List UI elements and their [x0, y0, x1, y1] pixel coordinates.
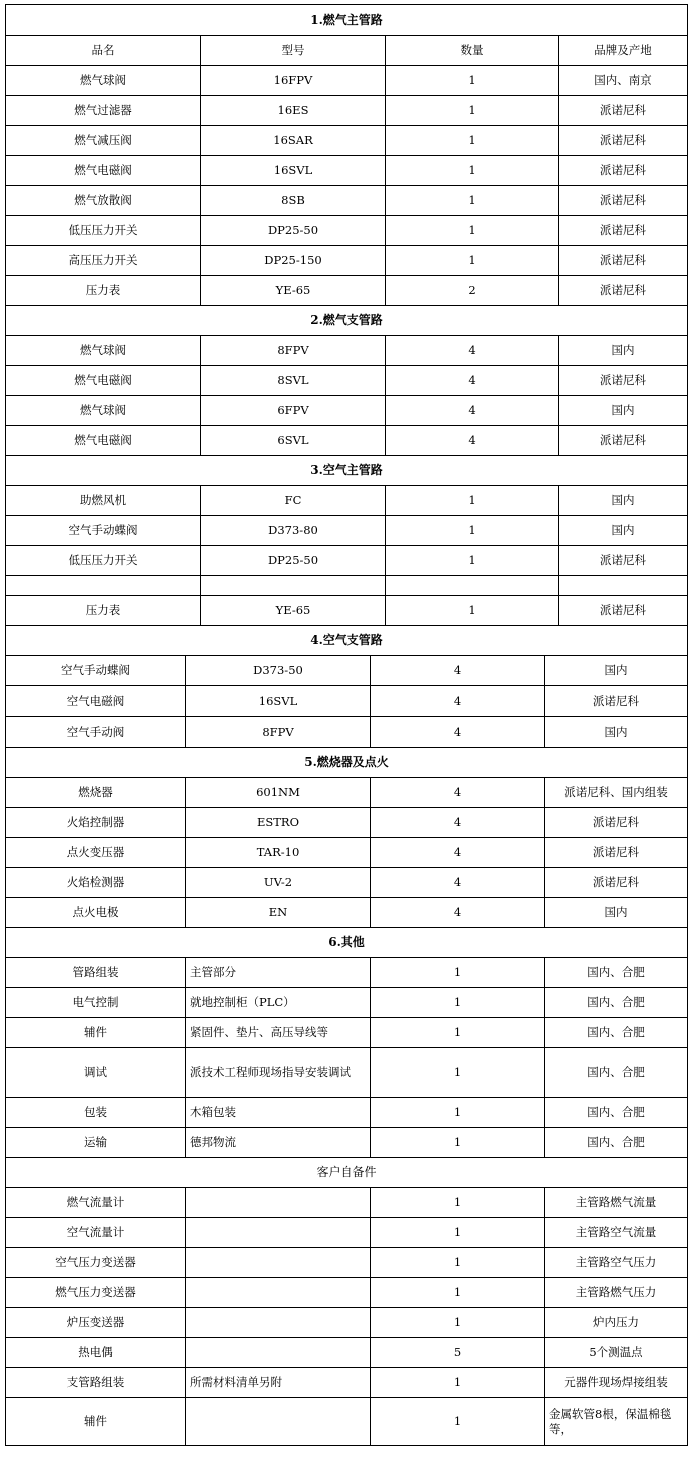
item-qty: 1 — [371, 1218, 545, 1248]
item-name: 管路组装 — [6, 958, 186, 988]
table-row — [6, 717, 688, 748]
table-row-empty — [6, 576, 688, 596]
section-header-gas-main — [6, 5, 688, 36]
item-qty: 1 — [386, 596, 559, 626]
item-model: 16FPV — [201, 66, 386, 96]
parts-table-branches-and-others — [5, 625, 688, 1446]
item-model: 8SB — [201, 186, 386, 216]
item-model: 16SVL — [201, 156, 386, 186]
item-origin: 主管路燃气流量 — [545, 1188, 688, 1218]
item-model — [186, 1218, 371, 1248]
item-model: 6FPV — [201, 396, 386, 426]
table-row — [6, 396, 688, 426]
item-model — [186, 1308, 371, 1338]
item-origin: 主管路燃气压力 — [545, 1278, 688, 1308]
header-name: 品名 — [6, 36, 201, 66]
table-row — [6, 156, 688, 186]
item-name: 燃气过滤器 — [6, 96, 201, 126]
item-qty: 1 — [386, 246, 559, 276]
item-qty: 1 — [371, 1128, 545, 1158]
item-name: 燃气放散阀 — [6, 186, 201, 216]
item-model — [186, 1398, 371, 1446]
item-name: 压力表 — [6, 276, 201, 306]
item-qty: 4 — [386, 336, 559, 366]
item-name: 空气压力变送器 — [6, 1248, 186, 1278]
section-header-air-branch — [6, 626, 688, 656]
item-qty: 1 — [371, 1398, 545, 1446]
table-row — [6, 1128, 688, 1158]
item-qty: 4 — [371, 686, 545, 717]
item-qty: 1 — [386, 126, 559, 156]
item-name: 燃气球阀 — [6, 66, 201, 96]
item-qty: 1 — [371, 1278, 545, 1308]
item-model: 16ES — [201, 96, 386, 126]
table-row — [6, 486, 688, 516]
section-header-air-main — [6, 456, 688, 486]
item-model — [186, 1248, 371, 1278]
item-name: 助燃风机 — [6, 486, 201, 516]
table-row — [6, 1398, 688, 1446]
section-header-gas-branch — [6, 306, 688, 336]
item-name: 燃气压力变送器 — [6, 1278, 186, 1308]
item-model: UV-2 — [186, 868, 371, 898]
item-origin: 派诺尼科 — [559, 546, 688, 576]
item-name: 点火变压器 — [6, 838, 186, 868]
table-row — [6, 246, 688, 276]
table-row — [6, 686, 688, 717]
item-qty: 1 — [386, 516, 559, 546]
item-qty: 1 — [386, 96, 559, 126]
table-row — [6, 1338, 688, 1368]
item-origin: 国内 — [545, 717, 688, 748]
item-name: 燃气球阀 — [6, 396, 201, 426]
table-row — [6, 838, 688, 868]
table-row — [6, 216, 688, 246]
parts-table-main-pipelines — [5, 4, 688, 626]
table-row — [6, 656, 688, 686]
table-row — [6, 96, 688, 126]
item-origin: 国内、合肥 — [545, 1098, 688, 1128]
item-qty: 1 — [371, 1048, 545, 1098]
item-origin: 国内 — [545, 898, 688, 928]
item-origin: 国内 — [559, 336, 688, 366]
item-model: 派技术工程师现场指导安装调试 — [186, 1048, 371, 1098]
section-header-others — [6, 928, 688, 958]
table-row — [6, 988, 688, 1018]
item-origin: 派诺尼科 — [559, 216, 688, 246]
item-origin: 国内 — [545, 656, 688, 686]
table-row — [6, 958, 688, 988]
item-origin: 派诺尼科 — [545, 808, 688, 838]
table-row — [6, 1278, 688, 1308]
item-qty: 1 — [371, 1018, 545, 1048]
item-origin: 国内 — [559, 396, 688, 426]
item-origin: 主管路空气压力 — [545, 1248, 688, 1278]
item-qty: 1 — [386, 546, 559, 576]
table-row — [6, 366, 688, 396]
item-model: 6SVL — [201, 426, 386, 456]
item-qty: 1 — [386, 156, 559, 186]
header-model: 型号 — [201, 36, 386, 66]
item-origin: 炉内压力 — [545, 1308, 688, 1338]
item-name: 包装 — [6, 1098, 186, 1128]
item-origin: 派诺尼科 — [559, 186, 688, 216]
table-row — [6, 426, 688, 456]
item-model: 8FPV — [186, 717, 371, 748]
item-model: 601NM — [186, 778, 371, 808]
item-model: 8FPV — [201, 336, 386, 366]
item-origin: 派诺尼科 — [559, 96, 688, 126]
item-origin: 国内、南京 — [559, 66, 688, 96]
table-row — [6, 66, 688, 96]
item-origin: 派诺尼科 — [559, 366, 688, 396]
item-model — [186, 1338, 371, 1368]
item-qty: 4 — [386, 366, 559, 396]
table-row — [6, 1098, 688, 1128]
item-name: 电气控制 — [6, 988, 186, 1018]
item-model: 主管部分 — [186, 958, 371, 988]
item-name: 热电偶 — [6, 1338, 186, 1368]
item-origin: 金属软管8根，保温棉毯等， — [545, 1398, 688, 1446]
item-origin: 国内 — [559, 486, 688, 516]
section-title: 5.燃烧器及点火 — [6, 748, 688, 778]
item-origin: 派诺尼科 — [545, 868, 688, 898]
item-model — [186, 1278, 371, 1308]
item-model: DP25-50 — [201, 216, 386, 246]
item-origin: 国内、合肥 — [545, 1128, 688, 1158]
item-qty: 5 — [371, 1338, 545, 1368]
item-model: FC — [201, 486, 386, 516]
table-row — [6, 868, 688, 898]
section-title: 3.空气主管路 — [6, 456, 688, 486]
table-row — [6, 546, 688, 576]
item-origin: 派诺尼科 — [559, 276, 688, 306]
item-qty: 4 — [371, 868, 545, 898]
item-model: 紧固件、垫片、高压导线等 — [186, 1018, 371, 1048]
item-name: 调试 — [6, 1048, 186, 1098]
table-row — [6, 1218, 688, 1248]
item-model: 8SVL — [201, 366, 386, 396]
column-header-row — [6, 36, 688, 66]
section-title: 客户自备件 — [6, 1158, 688, 1188]
item-qty: 1 — [386, 66, 559, 96]
item-qty: 1 — [371, 988, 545, 1018]
item-name: 辅件 — [6, 1018, 186, 1048]
item-model: YE-65 — [201, 596, 386, 626]
item-qty: 4 — [386, 396, 559, 426]
item-origin: 派诺尼科 — [559, 156, 688, 186]
item-origin: 派诺尼科 — [559, 596, 688, 626]
item-qty: 1 — [386, 186, 559, 216]
item-qty: 1 — [371, 1368, 545, 1398]
item-name: 低压压力开关 — [6, 216, 201, 246]
item-origin: 国内、合肥 — [545, 958, 688, 988]
item-qty: 2 — [386, 276, 559, 306]
item-name: 燃气减压阀 — [6, 126, 201, 156]
item-qty: 1 — [371, 1188, 545, 1218]
section-title: 2.燃气支管路 — [6, 306, 688, 336]
item-name: 运输 — [6, 1128, 186, 1158]
table-row — [6, 898, 688, 928]
item-qty: 4 — [386, 426, 559, 456]
table-row — [6, 1248, 688, 1278]
item-model: 就地控制柜（PLC） — [186, 988, 371, 1018]
item-qty: 4 — [371, 898, 545, 928]
item-name: 空气手动蝶阀 — [6, 516, 201, 546]
item-origin: 5个测温点 — [545, 1338, 688, 1368]
item-qty: 4 — [371, 778, 545, 808]
item-qty: 1 — [371, 1098, 545, 1128]
item-origin: 国内、合肥 — [545, 1048, 688, 1098]
item-name: 燃气电磁阀 — [6, 426, 201, 456]
table-row — [6, 808, 688, 838]
table-row — [6, 1048, 688, 1098]
item-origin: 派诺尼科 — [559, 426, 688, 456]
item-origin: 派诺尼科 — [545, 686, 688, 717]
section-title: 4.空气支管路 — [6, 626, 688, 656]
item-origin: 主管路空气流量 — [545, 1218, 688, 1248]
item-qty: 1 — [371, 1308, 545, 1338]
item-name: 支管路组装 — [6, 1368, 186, 1398]
item-name: 燃烧器 — [6, 778, 186, 808]
item-model: 所需材料清单另附 — [186, 1368, 371, 1398]
item-model: D373-80 — [201, 516, 386, 546]
item-model: EN — [186, 898, 371, 928]
item-qty: 1 — [386, 486, 559, 516]
table-row — [6, 1368, 688, 1398]
item-origin: 国内、合肥 — [545, 988, 688, 1018]
section-title: 1.燃气主管路 — [6, 5, 688, 36]
table-row — [6, 596, 688, 626]
item-name: 燃气球阀 — [6, 336, 201, 366]
table-row — [6, 126, 688, 156]
item-qty: 4 — [371, 717, 545, 748]
table-row — [6, 1308, 688, 1338]
item-origin: 派诺尼科 — [559, 246, 688, 276]
item-name: 空气电磁阀 — [6, 686, 186, 717]
item-model: DP25-150 — [201, 246, 386, 276]
item-qty: 4 — [371, 808, 545, 838]
item-name: 空气手动蝶阀 — [6, 656, 186, 686]
item-name: 燃气电磁阀 — [6, 366, 201, 396]
section-title: 6.其他 — [6, 928, 688, 958]
item-origin: 国内、合肥 — [545, 1018, 688, 1048]
item-model: TAR-10 — [186, 838, 371, 868]
item-name: 炉压变送器 — [6, 1308, 186, 1338]
item-name: 空气手动阀 — [6, 717, 186, 748]
item-model: 木箱包装 — [186, 1098, 371, 1128]
item-origin: 元器件现场焊接组装 — [545, 1368, 688, 1398]
item-origin: 国内 — [559, 516, 688, 546]
item-name: 火焰控制器 — [6, 808, 186, 838]
item-origin: 派诺尼科 — [545, 838, 688, 868]
item-model — [186, 1188, 371, 1218]
item-name: 点火电极 — [6, 898, 186, 928]
item-qty: 1 — [371, 958, 545, 988]
item-origin: 派诺尼科、国内组装 — [545, 778, 688, 808]
item-model: YE-65 — [201, 276, 386, 306]
item-qty: 1 — [371, 1248, 545, 1278]
item-origin: 派诺尼科 — [559, 126, 688, 156]
item-name: 压力表 — [6, 596, 201, 626]
section-header-burner — [6, 748, 688, 778]
table-row — [6, 778, 688, 808]
item-qty: 1 — [386, 216, 559, 246]
item-name: 低压压力开关 — [6, 546, 201, 576]
table-row — [6, 276, 688, 306]
item-name: 高压压力开关 — [6, 246, 201, 276]
item-model: ESTRO — [186, 808, 371, 838]
section-header-customer-supplied — [6, 1158, 688, 1188]
table-row — [6, 1018, 688, 1048]
item-model: 德邦物流 — [186, 1128, 371, 1158]
table-row — [6, 516, 688, 546]
item-name: 辅件 — [6, 1398, 186, 1446]
item-name: 燃气电磁阀 — [6, 156, 201, 186]
item-name: 空气流量计 — [6, 1218, 186, 1248]
item-model: 16SVL — [186, 686, 371, 717]
item-qty: 4 — [371, 656, 545, 686]
item-model: D373-50 — [186, 656, 371, 686]
table-row — [6, 186, 688, 216]
table-row — [6, 336, 688, 366]
header-origin: 品牌及产地 — [559, 36, 688, 66]
item-qty: 4 — [371, 838, 545, 868]
item-name: 燃气流量计 — [6, 1188, 186, 1218]
item-model: DP25-50 — [201, 546, 386, 576]
header-qty: 数量 — [386, 36, 559, 66]
table-row — [6, 1188, 688, 1218]
item-name: 火焰检测器 — [6, 868, 186, 898]
item-model: 16SAR — [201, 126, 386, 156]
